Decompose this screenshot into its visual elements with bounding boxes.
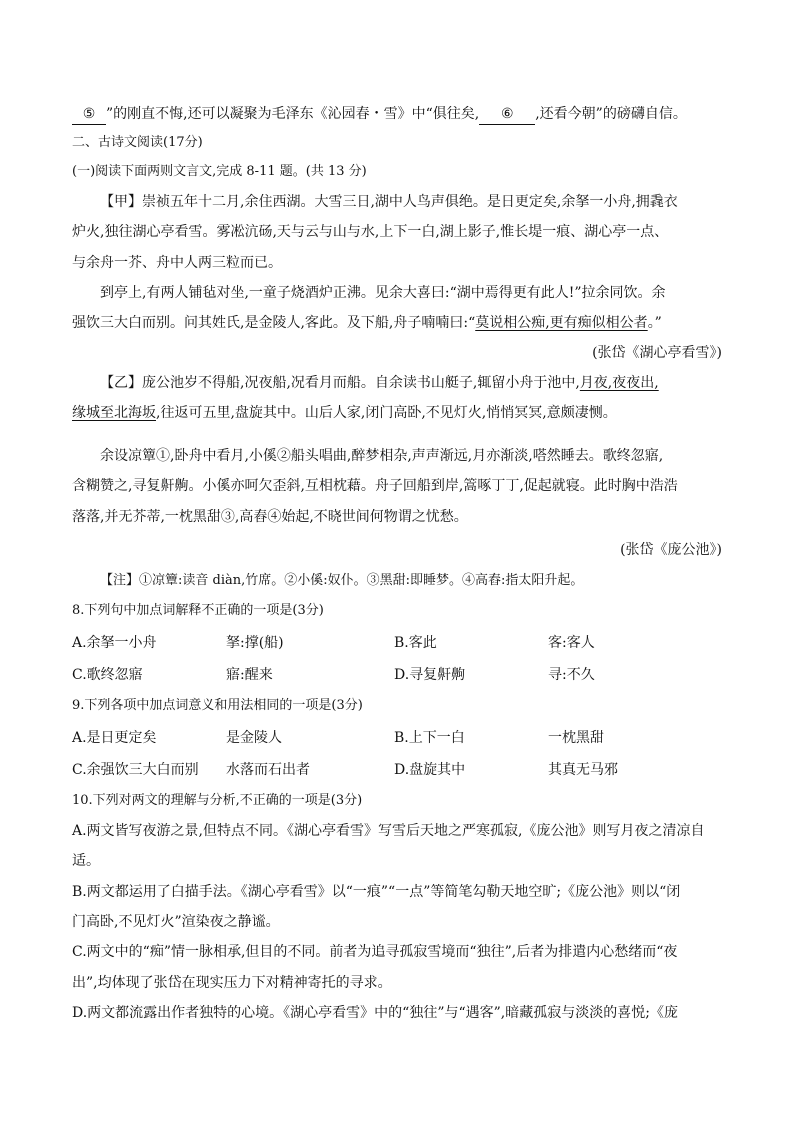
q10-option-a-line-1[interactable]: A.两文皆写夜游之景,但特点不同。《湖心亭看雪》写雪后天地之严寒孤寂,《庞公池》则写月夜之清凉自 [72,823,705,839]
text: ,往返可五里,盘旋其中。山后人家,闭门高卧,不见灯火,悄悄冥冥,意颇凄恻。 [156,405,617,421]
q10-option-b-line-2: 门高卧,不见灯火”渲染夜之静谧。 [72,914,280,930]
blank-5[interactable]: ⑤ [72,104,106,125]
q10-option-b-line-1[interactable]: B.两文都运用了白描手法。《湖心亭看雪》以“一痕”“一点”等简笔勾勒天地空旷;《庞公池》则以“闭 [72,884,681,900]
question-8-stem: 8.下列句中加点词解释不正确的一项是(3分) [72,603,324,618]
text: 【乙】庞公池岁不得船,况夜船,况看月而船。自余读书山艇子,辄留小舟于池中, [100,375,580,391]
q8-option-d-gloss: 寻:不久 [548,667,595,683]
q8-option-b[interactable]: B.客此 [394,635,437,651]
jia-source: (张岱《湖心亭看雪》) [592,345,722,361]
yi-line-3: 余设凉簟①,卧舟中看月,小傒②船头唱曲,醉梦相杂,声声渐远,月亦渐淡,嗒然睡去。歌终忽寤, [100,448,664,464]
jia-line-1: 【甲】崇祯五年十二月,余住西湖。大雪三日,湖中人鸟声俱绝。是日更定矣,余拏一小舟,拥毳衣 [100,194,678,210]
q9-option-a[interactable]: A.是日更定矣 [72,730,157,746]
yi-line-2 [72,403,617,423]
yi-source: (张岱《庞公池》) [620,542,722,558]
q10-option-a-line-2: 适。 [72,853,100,869]
q8-option-a[interactable]: A.余拏一小舟 [72,635,157,651]
annotation-note: 【注】①凉簟:读音 diàn,竹席。②小傒:奴仆。③黑甜:即睡梦。④高舂:指太阳升起。 [100,573,584,588]
underlined-phrase: 月夜,夜夜出, [579,375,659,391]
text: ,还看今朝”的磅礴自信。 [535,106,687,122]
text: ”的刚直不悔,还可以凝聚为毛泽东《沁园春・雪》中“俱往矣, [106,106,480,122]
section-title: 二、古诗文阅读(17分) [72,135,203,150]
q9-option-b[interactable]: B.上下一白 [394,730,465,746]
q8-option-c[interactable]: C.歌终忽寤 [72,667,143,683]
question-9-stem: 9.下列各项中加点词意义和用法相同的一项是(3分) [72,698,363,713]
q9-option-c[interactable]: C.余强饮三大白而别 [72,762,199,778]
blank-6[interactable]: ⑥ [479,104,535,125]
subsection-title: (一)阅读下面两则文言文,完成 8-11 题。(共 13 分) [72,164,367,179]
text: 。” [647,315,662,331]
yi-line-1 [100,373,659,393]
yi-line-4: 含糊赞之,寻复鼾齁。小傒亦呵欠歪斜,互相枕藉。舟子回船到岸,篙啄丁丁,促起就寝。此时胸中浩浩 [72,478,678,494]
underlined-phrase: 缘城至北海坂 [72,405,156,421]
q9-option-b-pair: 一枕黑甜 [548,730,604,746]
text: 强饮三大白而别。问其姓氏,是金陵人,客此。及下船,舟子喃喃曰:“ [72,315,476,331]
q9-option-c-pair: 水落而石出者 [226,762,310,778]
jia-line-2: 炉火,独往湖心亭看雪。雾凇沆砀,天与云与山与水,上下一白,湖上影子,惟长堤一痕、湖心亭一点、 [72,224,669,240]
q9-option-a-pair: 是金陵人 [226,730,282,746]
jia-line-3: 与余舟一芥、舟中人两三粒而已。 [72,255,282,271]
q9-option-d-pair: 其真无马邪 [548,762,618,778]
q10-option-d-line-1[interactable]: D.两文都流露出作者独特的心境。《湖心亭看雪》中的“独往”与“遇客”,暗藏孤寂与淡淡的喜悦;《庞 [72,1005,678,1021]
q10-option-c-line-1[interactable]: C.两文中的“痴”情一脉相承,但目的不同。前者为追寻孤寂雪境而“独往”,后者为排遣内心愁绪而“夜 [72,944,678,960]
q8-option-d[interactable]: D.寻复鼾齁 [394,667,466,683]
q8-option-b-gloss: 客:客人 [548,635,595,651]
underlined-quote: 莫说相公痴,更有痴似相公者 [475,315,648,331]
q8-option-a-gloss: 拏:撑(船) [226,635,284,651]
q10-option-c-line-2: 出”,均体现了张岱在现实压力下对精神寄托的寻求。 [72,975,392,991]
q8-option-c-gloss: 寤:醒来 [226,667,273,683]
yi-line-5: 落落,并无芥蒂,一枕黑甜③,高舂④始起,不晓世间何物谓之忧愁。 [72,509,468,525]
q9-option-d[interactable]: D.盘旋其中 [394,762,466,778]
jia-line-4: 到亭上,有两人铺毡对坐,一童子烧酒炉正沸。见余大喜曰:“湖中焉得更有此人!”拉余同饮。余 [100,285,666,301]
fill-blank-line [72,104,687,125]
jia-line-5 [72,313,662,333]
question-10-stem: 10.下列对两文的理解与分析,不正确的一项是(3分) [72,793,363,808]
